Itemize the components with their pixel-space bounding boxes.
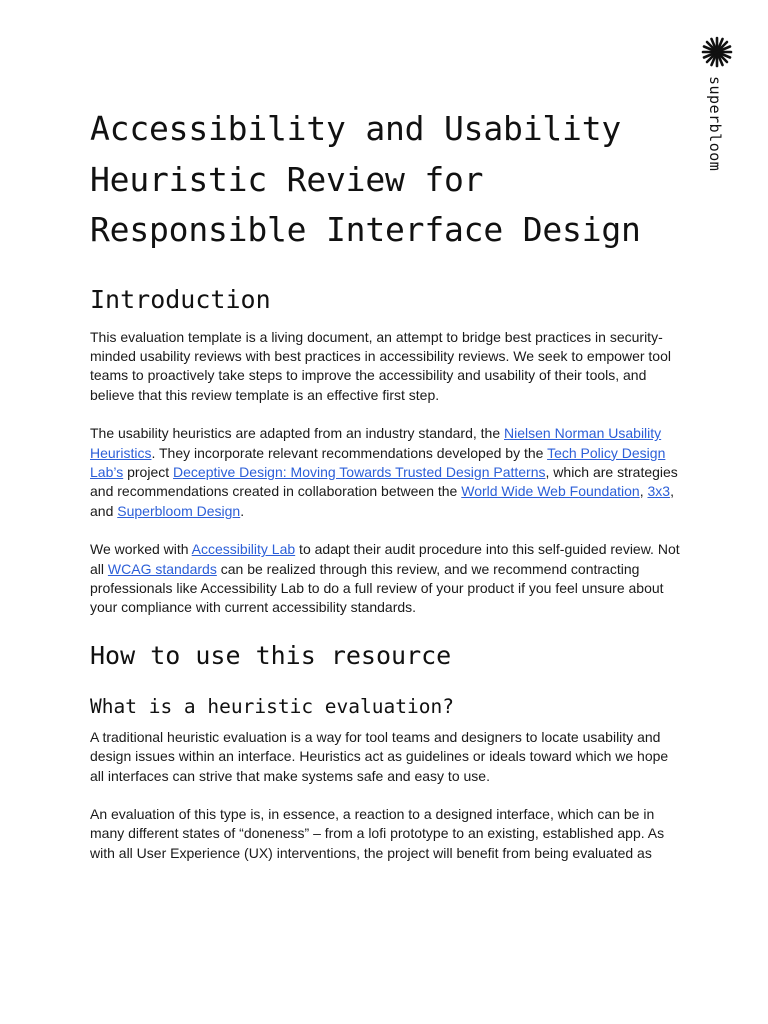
nielsen-norman-link[interactable]: Nielsen Norman Usability Heuristics <box>90 425 662 461</box>
heuristic-evaluation-subheading: What is a heuristic evaluation? <box>90 694 454 718</box>
asterisk-flower-icon <box>701 36 733 68</box>
deceptive-design-link[interactable]: Deceptive Design: Moving Towards Trusted Design Patterns <box>173 463 546 480</box>
text-span: , <box>639 483 648 500</box>
brand-wordmark: superbloom <box>706 76 724 172</box>
text-span: The usability heuristics are adapted from an industry standard, the <box>90 425 504 442</box>
text-span: . They incorporate relevant recommendations developed by the <box>151 444 548 461</box>
text-span: We worked with <box>90 541 192 558</box>
text-span: , and <box>90 483 674 519</box>
3x3-link[interactable]: 3x3 <box>647 483 671 500</box>
introduction-section <box>90 284 680 618</box>
wcag-standards-link[interactable]: WCAG standards <box>107 560 217 577</box>
how-to-use-heading: How to use this resource <box>90 640 452 670</box>
intro-paragraph-1: This evaluation template is a living document, an attempt to bridge best practices in security-minded usability reviews with best practices in accessibility reviews. We seek to empower tool teams to proactively take steps to improve the accessibility and usability of their tools, and believe that this review template is an effective first step. <box>90 328 671 403</box>
tech-policy-design-lab-link[interactable]: Tech Policy Design Lab’s <box>90 444 666 480</box>
superbloom-design-link[interactable]: Superbloom Design <box>117 502 241 519</box>
how-paragraph-2: An evaluation of this type is, in essence, a reaction to a designed interface, which can be in many different states of “doneness” – from a lofi prototype to an existing, established app. As with all User Experience (UX) interventions, the project will benefit from being evaluated as <box>90 806 665 861</box>
page-title: Accessibility and Usability Heuristic Review for Responsible Interface Design <box>90 109 641 249</box>
accessibility-lab-link[interactable]: Accessibility Lab <box>191 541 296 558</box>
document-body <box>90 104 680 882</box>
intro-paragraph-3 <box>90 540 680 618</box>
how-to-use-section <box>90 640 680 863</box>
text-span: to adapt their audit procedure into this self-guided review. Not all <box>90 541 680 577</box>
text-span: project <box>123 463 174 480</box>
world-wide-web-foundation-link[interactable]: World Wide Web Foundation <box>461 483 640 500</box>
brand-logo <box>700 36 734 186</box>
text-span: can be realized through this review, and we recommend contracting professionals like Accessibility Lab to do a full review of your product if you feel unsure about your compliance with current accessibility standards. <box>90 560 664 616</box>
text-span: , which are strategies and recommendations created in collaboration between the <box>90 463 678 500</box>
intro-paragraph-2 <box>90 424 680 521</box>
text-span: . <box>240 502 245 519</box>
how-paragraph-1: A traditional heuristic evaluation is a way for tool teams and designers to locate usability and design issues within an interface. Heuristics act as guidelines or ideals toward which we hope all interfaces can strive that make systems safe and easy to use. <box>90 728 669 784</box>
introduction-heading: Introduction <box>90 284 271 314</box>
